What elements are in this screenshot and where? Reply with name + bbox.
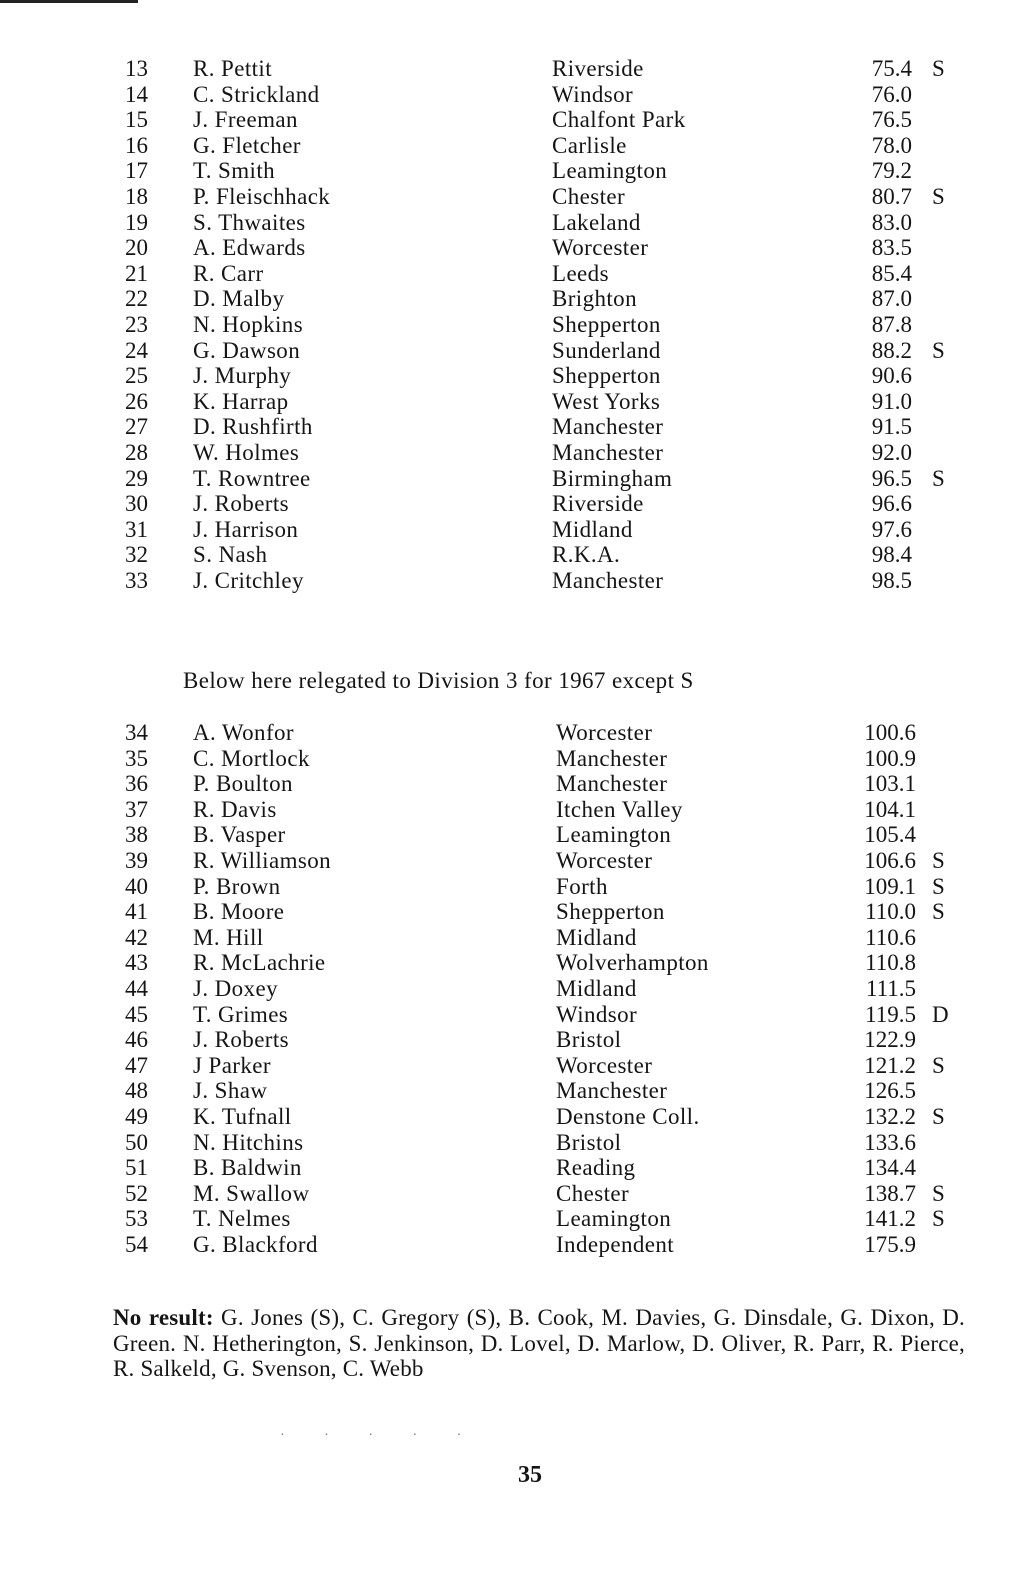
score-value: 121.2 — [864, 1052, 916, 1078]
club-name: Midland — [556, 924, 637, 950]
competitor-name: P. Brown — [193, 873, 281, 899]
position-number: 35 — [125, 745, 148, 771]
score-value: 88.2 — [871, 337, 912, 363]
competitor-name: R. McLachrie — [193, 950, 326, 976]
result-row — [0, 797, 1024, 823]
club-name: Worcester — [556, 847, 653, 873]
status-flag: S — [932, 56, 945, 81]
position-number: 40 — [125, 873, 148, 899]
competitor-name: T. Nelmes — [193, 1206, 291, 1232]
result-row — [0, 261, 1024, 287]
competitor-name: J. Harrison — [193, 516, 299, 542]
competitor-name: T. Rowntree — [193, 465, 311, 491]
position-number: 19 — [125, 209, 148, 235]
result-row — [0, 414, 1024, 440]
club-name: Chester — [552, 183, 626, 209]
club-name: Leeds — [552, 260, 609, 286]
score-value: 96.5 — [871, 465, 912, 491]
club-name: Manchester — [552, 567, 664, 593]
no-result-names: G. Jones (S), C. Gregory (S), B. Cook, M. Davies, G. Dinsdale, G. Dixon, D. Green. N. Hetherington, S. Jenkinson, D. Lovel, D. Marlow, D. Oliver, R. Parr, R. Pierce, R. Salkeld, G. Svenson, C. Webb — [113, 1305, 965, 1381]
status-flag: S — [932, 873, 945, 899]
score-value: 83.5 — [871, 235, 912, 261]
result-row — [0, 363, 1024, 389]
position-number: 47 — [125, 1052, 148, 1078]
competitor-name: R. Pettit — [193, 56, 273, 81]
score-value: 91.0 — [871, 388, 912, 414]
score-value: 98.4 — [871, 542, 912, 568]
competitor-name: J. Critchley — [193, 567, 304, 593]
competitor-name: R. Williamson — [193, 847, 332, 873]
score-value: 138.7 — [864, 1180, 916, 1206]
position-number: 17 — [125, 158, 148, 184]
competitor-name: P. Fleischhack — [193, 183, 331, 209]
club-name: Manchester — [556, 771, 668, 797]
result-row — [0, 338, 1024, 364]
result-row — [0, 312, 1024, 338]
score-value: 175.9 — [864, 1231, 916, 1257]
position-number: 20 — [125, 235, 148, 261]
position-number: 15 — [125, 107, 148, 133]
competitor-name: J. Murphy — [193, 363, 292, 389]
result-row — [0, 1232, 1024, 1258]
score-value: 83.0 — [871, 209, 912, 235]
score-value: 134.4 — [864, 1155, 916, 1181]
result-row — [0, 1206, 1024, 1232]
position-number: 31 — [125, 516, 148, 542]
status-flag: S — [932, 847, 945, 873]
results-upper-division — [0, 56, 1024, 593]
result-row — [0, 56, 1024, 82]
result-row — [0, 210, 1024, 236]
score-value: 110.6 — [865, 924, 916, 950]
competitor-name: J. Roberts — [193, 1027, 289, 1053]
competitor-name: D. Rushfirth — [193, 414, 313, 440]
position-number: 25 — [125, 363, 148, 389]
score-value: 100.9 — [864, 745, 916, 771]
result-row — [0, 720, 1024, 746]
status-flag: S — [932, 1206, 945, 1232]
position-number: 33 — [125, 567, 148, 593]
score-value: 103.1 — [864, 771, 916, 797]
score-value: 91.5 — [871, 414, 912, 440]
competitor-name: J. Freeman — [193, 107, 298, 133]
position-number: 14 — [125, 81, 148, 107]
score-value: 105.4 — [864, 822, 916, 848]
position-number: 29 — [125, 465, 148, 491]
position-number: 28 — [125, 439, 148, 465]
competitor-name: C. Strickland — [193, 81, 320, 107]
competitor-name: T. Grimes — [193, 1001, 289, 1027]
result-row — [0, 848, 1024, 874]
competitor-name: S. Nash — [193, 542, 268, 568]
club-name: Birmingham — [552, 465, 673, 491]
position-number: 36 — [125, 771, 148, 797]
club-name: Carlisle — [552, 132, 627, 158]
result-row — [0, 491, 1024, 517]
club-name: Manchester — [556, 745, 668, 771]
club-name: Chester — [556, 1180, 630, 1206]
club-name: Windsor — [552, 81, 634, 107]
club-name: Bristol — [556, 1129, 622, 1155]
competitor-name: M. Hill — [193, 924, 264, 950]
competitor-name: J. Doxey — [193, 975, 278, 1001]
no-result-paragraph — [113, 1305, 965, 1382]
club-name: Forth — [556, 873, 608, 899]
status-flag: D — [932, 1001, 949, 1027]
competitor-name: J. Roberts — [193, 491, 289, 517]
club-name: Riverside — [552, 491, 644, 517]
score-value: 79.2 — [871, 158, 912, 184]
club-name: Leamington — [556, 822, 672, 848]
competitor-name: S. Thwaites — [193, 209, 306, 235]
result-row — [0, 107, 1024, 133]
competitor-name: A. Wonfor — [193, 720, 294, 745]
club-name: Leamington — [552, 158, 668, 184]
top-rule — [0, 0, 138, 3]
competitor-name: D. Malby — [193, 286, 285, 312]
score-value: 141.2 — [864, 1206, 916, 1232]
score-value: 78.0 — [871, 132, 912, 158]
status-flag: S — [932, 465, 945, 491]
competitor-name: P. Boulton — [193, 771, 293, 797]
competitor-name: M. Swallow — [193, 1180, 310, 1206]
score-value: 98.5 — [871, 567, 912, 593]
position-number: 18 — [125, 183, 148, 209]
competitor-name: T. Smith — [193, 158, 276, 184]
competitor-name: W. Holmes — [193, 439, 300, 465]
score-value: 109.1 — [864, 873, 916, 899]
club-name: Bristol — [556, 1027, 622, 1053]
club-name: Reading — [556, 1155, 636, 1181]
score-value: 80.7 — [871, 183, 912, 209]
score-value: 76.5 — [871, 107, 912, 133]
result-row — [0, 286, 1024, 312]
score-value: 119.5 — [865, 1001, 916, 1027]
club-name: Midland — [556, 975, 637, 1001]
result-row — [0, 235, 1024, 261]
result-row — [0, 1002, 1024, 1028]
competitor-name: K. Tufnall — [193, 1103, 292, 1129]
competitor-name: A. Edwards — [193, 235, 306, 261]
status-flag: S — [932, 1052, 945, 1078]
competitor-name: B. Moore — [193, 899, 285, 925]
score-value: 110.0 — [865, 899, 916, 925]
score-value: 106.6 — [864, 847, 916, 873]
score-value: 122.9 — [864, 1027, 916, 1053]
position-number: 32 — [125, 542, 148, 568]
status-flag: S — [932, 337, 945, 363]
competitor-name: J Parker — [193, 1052, 271, 1078]
result-row — [0, 1104, 1024, 1130]
status-flag: S — [932, 1103, 945, 1129]
score-value: 100.6 — [864, 720, 916, 745]
print-specks: · · · · · — [280, 1428, 480, 1443]
result-row — [0, 542, 1024, 568]
score-value: 110.8 — [865, 950, 916, 976]
position-number: 41 — [125, 899, 148, 925]
results-relegated — [0, 720, 1024, 1257]
position-number: 22 — [125, 286, 148, 312]
score-value: 87.0 — [871, 286, 912, 312]
result-row — [0, 133, 1024, 159]
position-number: 30 — [125, 491, 148, 517]
result-row — [0, 389, 1024, 415]
result-row — [0, 1130, 1024, 1156]
score-value: 96.6 — [871, 491, 912, 517]
position-number: 27 — [125, 414, 148, 440]
page-number: 35 — [518, 1462, 542, 1488]
status-flag: S — [932, 1180, 945, 1206]
score-value: 133.6 — [864, 1129, 916, 1155]
result-row — [0, 976, 1024, 1002]
competitor-name: R. Davis — [193, 796, 277, 822]
position-number: 50 — [125, 1129, 148, 1155]
position-number: 52 — [125, 1180, 148, 1206]
club-name: R.K.A. — [552, 542, 621, 568]
position-number: 48 — [125, 1078, 148, 1104]
club-name: Worcester — [556, 1052, 653, 1078]
competitor-name: G. Blackford — [193, 1231, 318, 1257]
club-name: Worcester — [552, 235, 649, 261]
score-value: 76.0 — [871, 81, 912, 107]
club-name: Sunderland — [552, 337, 661, 363]
competitor-name: B. Baldwin — [193, 1155, 302, 1181]
relegation-note: Below here relegated to Division 3 for 1967 except S — [183, 668, 694, 693]
result-row — [0, 440, 1024, 466]
position-number: 37 — [125, 796, 148, 822]
result-row — [0, 822, 1024, 848]
result-row — [0, 1053, 1024, 1079]
position-number: 43 — [125, 950, 148, 976]
result-row — [0, 874, 1024, 900]
club-name: Worcester — [556, 720, 653, 745]
club-name: Chalfont Park — [552, 107, 686, 133]
result-row — [0, 1181, 1024, 1207]
position-number: 49 — [125, 1103, 148, 1129]
club-name: West Yorks — [552, 388, 661, 414]
result-row — [0, 899, 1024, 925]
position-number: 21 — [125, 260, 148, 286]
position-number: 44 — [125, 975, 148, 1001]
position-number: 24 — [125, 337, 148, 363]
position-number: 26 — [125, 388, 148, 414]
competitor-name: N. Hopkins — [193, 311, 304, 337]
score-value: 97.6 — [871, 516, 912, 542]
club-name: Independent — [556, 1231, 675, 1257]
result-row — [0, 925, 1024, 951]
position-number: 13 — [125, 56, 148, 81]
club-name: Wolverhampton — [556, 950, 709, 976]
score-value: 104.1 — [864, 796, 916, 822]
score-value: 90.6 — [871, 363, 912, 389]
score-value: 87.8 — [871, 311, 912, 337]
competitor-name: K. Harrap — [193, 388, 289, 414]
result-row — [0, 158, 1024, 184]
result-row — [0, 568, 1024, 594]
result-row — [0, 517, 1024, 543]
score-value: 111.5 — [865, 975, 916, 1001]
result-row — [0, 746, 1024, 772]
club-name: Shepperton — [552, 311, 661, 337]
result-row — [0, 950, 1024, 976]
position-number: 51 — [125, 1155, 148, 1181]
position-number: 46 — [125, 1027, 148, 1053]
club-name: Riverside — [552, 56, 644, 81]
club-name: Manchester — [552, 439, 664, 465]
result-row — [0, 1027, 1024, 1053]
competitor-name: G. Dawson — [193, 337, 301, 363]
club-name: Shepperton — [556, 899, 665, 925]
club-name: Leamington — [556, 1206, 672, 1232]
score-value: 92.0 — [871, 439, 912, 465]
club-name: Manchester — [556, 1078, 668, 1104]
competitor-name: N. Hitchins — [193, 1129, 304, 1155]
competitor-name: R. Carr — [193, 260, 264, 286]
club-name: Brighton — [552, 286, 637, 312]
club-name: Denstone Coll. — [556, 1103, 700, 1129]
result-row — [0, 82, 1024, 108]
position-number: 42 — [125, 924, 148, 950]
position-number: 23 — [125, 311, 148, 337]
club-name: Windsor — [556, 1001, 638, 1027]
competitor-name: B. Vasper — [193, 822, 286, 848]
club-name: Midland — [552, 516, 633, 542]
competitor-name: C. Mortlock — [193, 745, 310, 771]
no-result-label: No result: — [113, 1305, 214, 1330]
result-row — [0, 771, 1024, 797]
position-number: 16 — [125, 132, 148, 158]
club-name: Shepperton — [552, 363, 661, 389]
competitor-name: J. Shaw — [193, 1078, 268, 1104]
result-row — [0, 1155, 1024, 1181]
result-row — [0, 466, 1024, 492]
club-name: Itchen Valley — [556, 796, 683, 822]
result-row — [0, 1078, 1024, 1104]
score-value: 75.4 — [871, 56, 912, 81]
position-number: 54 — [125, 1231, 148, 1257]
club-name: Manchester — [552, 414, 664, 440]
status-flag: S — [932, 899, 945, 925]
score-value: 126.5 — [864, 1078, 916, 1104]
position-number: 39 — [125, 847, 148, 873]
score-value: 85.4 — [871, 260, 912, 286]
status-flag: S — [932, 183, 945, 209]
competitor-name: G. Fletcher — [193, 132, 301, 158]
score-value: 132.2 — [864, 1103, 916, 1129]
position-number: 45 — [125, 1001, 148, 1027]
result-row — [0, 184, 1024, 210]
position-number: 34 — [125, 720, 148, 745]
position-number: 53 — [125, 1206, 148, 1232]
club-name: Lakeland — [552, 209, 641, 235]
position-number: 38 — [125, 822, 148, 848]
